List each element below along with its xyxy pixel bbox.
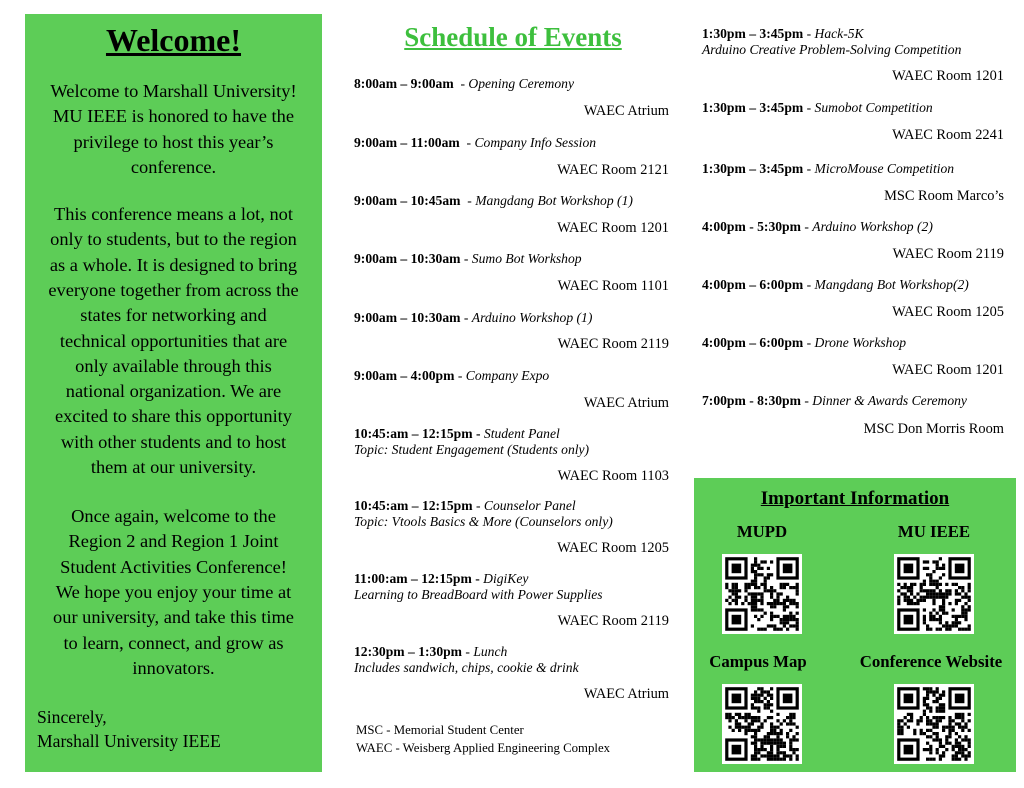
event-entry: [354, 368, 549, 384]
event-time: 10:45:am – 12:15pm: [354, 498, 473, 513]
event-detail: Topic: Vtools Basics & More (Counselors only): [354, 514, 613, 529]
qr-label-mupd: MUPD: [736, 522, 788, 541]
event-time: 4:00pm - 5:30pm: [702, 219, 801, 234]
event-detail: Includes sandwich, chips, cookie & drink: [354, 660, 579, 675]
event-entry: [354, 76, 574, 92]
event-entry: [354, 426, 589, 458]
event-time: 8:00am – 9:00am: [354, 76, 454, 91]
event-separator: -: [803, 161, 815, 176]
event-name: Drone Workshop: [814, 335, 907, 350]
qr-code-conference-website[interactable]: [894, 684, 974, 764]
welcome-line: Welcome to Marshall University!: [50, 81, 297, 101]
event-time: 1:30pm – 3:45pm: [702, 161, 804, 176]
event-location: WAEC Room 1205: [892, 304, 1004, 320]
event-location: WAEC Room 2119: [557, 613, 669, 629]
event-entry: [354, 135, 596, 151]
qr-code-campus-map[interactable]: [722, 684, 802, 764]
event-name: Opening Ceremony: [468, 76, 574, 91]
event-time: 9:00am – 4:00pm: [354, 368, 455, 383]
event-separator: -: [803, 277, 815, 292]
event-entry: [702, 100, 933, 116]
legend-msc: MSC - Memorial Student Center: [356, 723, 524, 737]
event-location: WAEC Atrium: [583, 103, 669, 119]
event-name: Sumobot Competition: [814, 100, 933, 115]
event-location: WAEC Room 2121: [557, 162, 669, 178]
event-name: Arduino Workshop (2): [812, 219, 933, 234]
qr-pattern: [722, 684, 802, 764]
event-location: WAEC Room 2241: [892, 127, 1004, 143]
event-time: 9:00am – 10:45am: [354, 193, 461, 208]
event-name: Mangdang Bot Workshop(2): [814, 277, 969, 292]
welcome-line: with other students and to host: [60, 431, 287, 452]
welcome-line: Student Activities Conference!: [60, 556, 287, 577]
event-entry: [354, 193, 633, 209]
event-name: Lunch: [473, 644, 508, 659]
welcome-title: Welcome!: [105, 22, 242, 58]
event-time: 9:00am – 10:30am: [354, 251, 461, 266]
qr-label-mu-ieee: MU IEEE: [897, 522, 971, 541]
event-name: Dinner & Awards Ceremony: [812, 393, 967, 408]
event-name: Company Info Session: [474, 135, 597, 150]
event-entry: [354, 571, 603, 603]
event-entry: [702, 393, 967, 409]
event-time: 1:30pm – 3:45pm: [702, 100, 804, 115]
qr-label-conference-website: Conference Website: [859, 652, 1003, 671]
welcome-line: as a whole. It is designed to bring: [49, 254, 298, 275]
event-location: WAEC Room 1103: [557, 468, 669, 484]
welcome-line: national organization. We are: [65, 381, 282, 402]
event-location: WAEC Atrium: [583, 686, 669, 702]
event-name: Student Panel: [483, 426, 560, 441]
event-name: Hack-5K: [814, 26, 864, 41]
event-separator: -: [460, 310, 472, 325]
event-entry: [354, 310, 592, 326]
welcome-line: only to students, but to the region: [50, 229, 297, 250]
welcome-line: only available through this: [75, 355, 272, 376]
event-entry: [354, 644, 579, 676]
event-time: 4:00pm – 6:00pm: [702, 335, 804, 350]
event-separator: -: [459, 135, 475, 150]
event-separator: -: [803, 100, 815, 115]
welcome-line: them at our university.: [90, 457, 257, 477]
qr-pattern: [894, 684, 974, 764]
welcome-line: This conference means a lot, not: [54, 204, 293, 224]
signature: Marshall University IEEE: [37, 731, 221, 751]
welcome-line: everyone together from across the: [48, 279, 299, 300]
event-separator: -: [460, 251, 472, 266]
event-location: WAEC Room 2119: [557, 336, 669, 352]
qr-code-mu-ieee[interactable]: [894, 554, 974, 634]
event-name: Arduino Workshop (1): [471, 310, 593, 325]
event-name: Mangdang Bot Workshop (1): [475, 193, 633, 208]
welcome-line: conference.: [130, 156, 217, 177]
event-name: Company Expo: [465, 368, 550, 383]
event-entry: [702, 219, 933, 235]
event-location: WAEC Room 1201: [892, 362, 1004, 378]
welcome-line: to learn, connect, and grow as: [63, 632, 284, 653]
event-location: WAEC Room 1101: [557, 278, 669, 294]
event-entry: [702, 161, 954, 177]
event-time: 9:00am – 10:30am: [354, 310, 461, 325]
event-name: MicroMouse Competition: [814, 161, 955, 176]
welcome-line: We hope you enjoy your time at: [55, 581, 292, 602]
event-entry: [702, 277, 969, 293]
welcome-line: Once again, welcome to the: [71, 506, 276, 526]
qr-pattern: [894, 554, 974, 634]
welcome-line: MU IEEE is honored to have the: [52, 106, 295, 127]
event-location: MSC Don Morris Room: [863, 421, 1004, 437]
event-entry: [354, 498, 613, 530]
event-time: 7:00pm - 8:30pm: [702, 393, 801, 408]
event-location: MSC Room Marco’s: [884, 188, 1004, 204]
event-time: 4:00pm – 6:00pm: [702, 277, 804, 292]
event-separator: -: [460, 193, 476, 208]
event-time: 10:45:am – 12:15pm -: [354, 426, 481, 441]
event-detail: Arduino Creative Problem-Solving Competition: [702, 42, 962, 57]
qr-label-campus-map: Campus Map: [709, 652, 807, 671]
closing: Sincerely,: [37, 707, 107, 727]
welcome-line: privilege to host this year’s: [73, 131, 274, 152]
event-location: WAEC Atrium: [583, 395, 669, 411]
event-location: WAEC Room 2119: [892, 246, 1004, 262]
event-detail: Learning to BreadBoard with Power Supplies: [354, 587, 603, 602]
event-entry: [702, 26, 961, 58]
welcome-line: technical opportunities that are: [59, 330, 288, 351]
event-separator: -: [453, 76, 469, 91]
event-separator: -: [472, 498, 484, 513]
info-title: Important Information: [760, 488, 950, 509]
event-location: WAEC Room 1201: [892, 68, 1004, 84]
welcome-line: our university, and take this time: [53, 607, 294, 628]
welcome-line: innovators.: [132, 657, 215, 678]
qr-code-mupd[interactable]: [722, 554, 802, 634]
event-name: DigiKey: [483, 571, 529, 586]
event-entry: [702, 335, 906, 351]
welcome-line: Region 2 and Region 1 Joint: [68, 531, 279, 552]
important-info-panel: [694, 478, 1016, 772]
event-name: Counselor Panel: [483, 498, 576, 513]
schedule-title: Schedule of Events: [404, 22, 622, 52]
event-separator: -: [462, 644, 474, 659]
event-time: 9:00am – 11:00am: [354, 135, 460, 150]
event-separator: -: [454, 368, 466, 383]
welcome-line: excited to share this opportunity: [55, 406, 292, 427]
event-time: 12:30pm – 1:30pm: [354, 644, 462, 659]
welcome-panel: [25, 14, 322, 772]
qr-pattern: [722, 554, 802, 634]
event-separator: -: [803, 26, 815, 41]
legend-waec: WAEC - Weisberg Applied Engineering Complex: [356, 741, 611, 755]
event-location: WAEC Room 1205: [557, 540, 669, 556]
event-separator: -: [800, 219, 813, 234]
event-name: Sumo Bot Workshop: [471, 251, 582, 266]
welcome-line: states for networking and: [80, 305, 267, 326]
event-separator: -: [800, 393, 813, 408]
event-time: 1:30pm – 3:45pm: [702, 26, 804, 41]
event-detail: Topic: Student Engagement (Students only): [354, 442, 590, 457]
event-separator: -: [803, 335, 815, 350]
event-location: WAEC Room 1201: [557, 220, 669, 236]
event-time: 11:00:am – 12:15pm -: [354, 571, 480, 586]
event-entry: [354, 251, 582, 267]
